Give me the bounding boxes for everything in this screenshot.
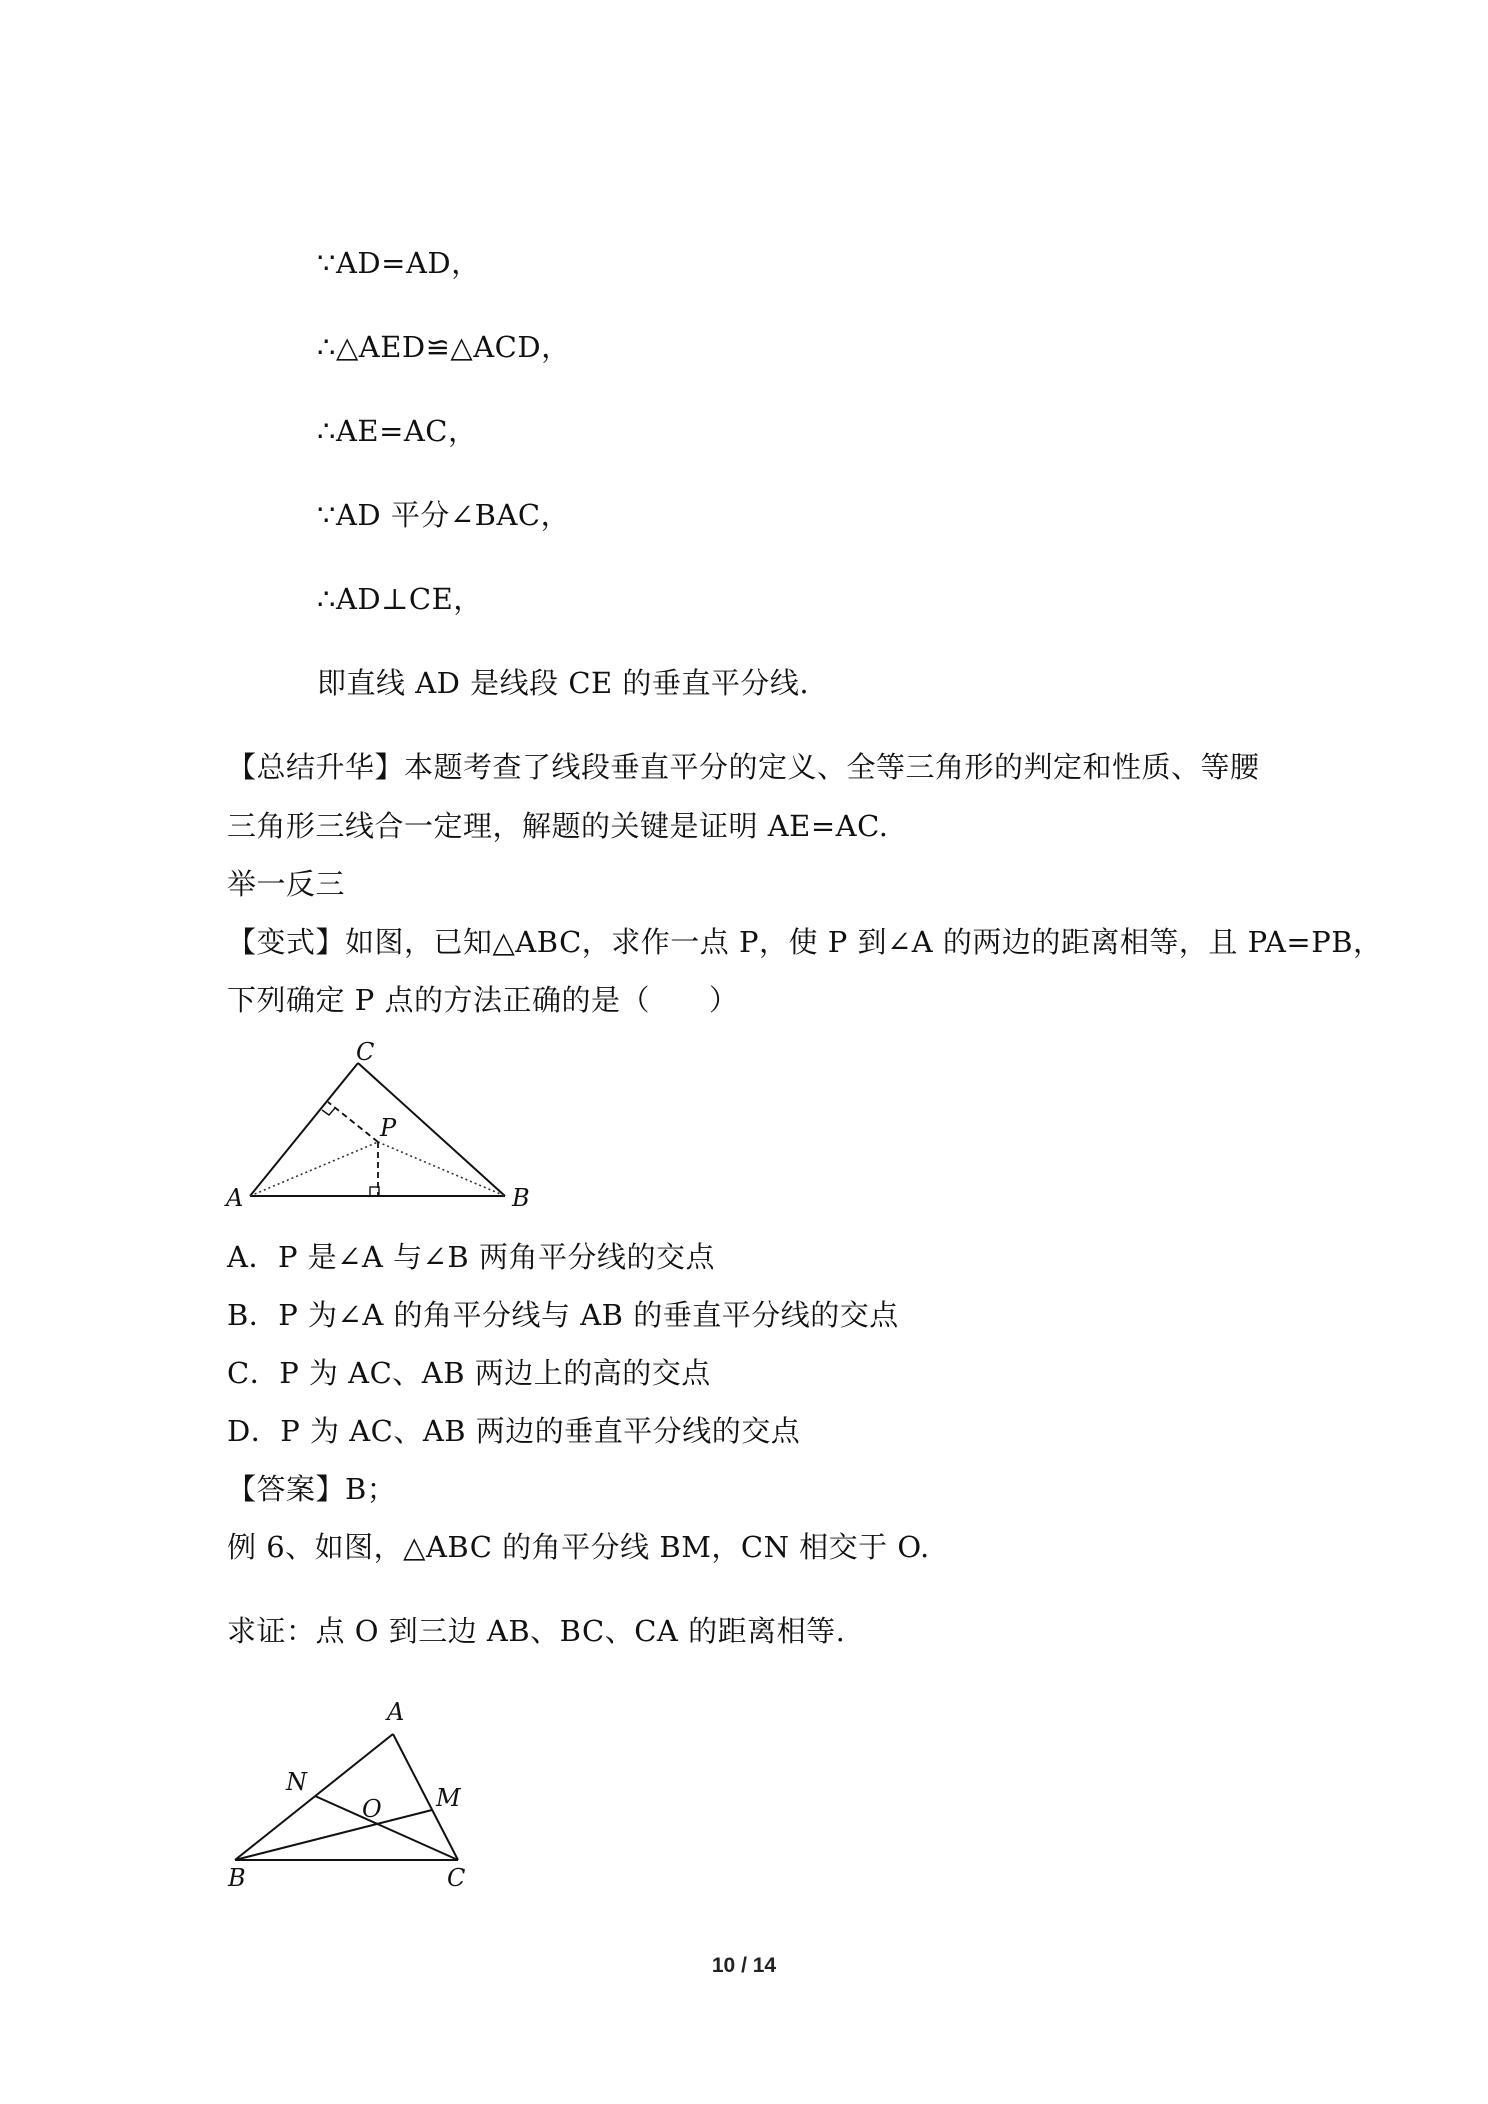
proof-conclusion: 即直线 AD 是线段 CE 的垂直平分线. — [317, 666, 810, 700]
example6-line-1: 例 6、如图，△ABC 的角平分线 BM，CN 相交于 O. — [227, 1530, 930, 1564]
triangle-figure-o — [220, 1690, 490, 1890]
option-a: A．P 是∠A 与∠B 两角平分线的交点 — [227, 1240, 715, 1274]
label-c: C — [447, 1864, 466, 1890]
option-d: D．P 为 AC、AB 两边的垂直平分线的交点 — [227, 1414, 801, 1448]
label-b: B — [512, 1184, 530, 1212]
option-b: B．P 为∠A 的角平分线与 AB 的垂直平分线的交点 — [227, 1298, 899, 1332]
label-n: N — [286, 1768, 307, 1796]
label-a: A — [387, 1698, 405, 1726]
option-c: C．P 为 AC、AB 两边上的高的交点 — [227, 1356, 711, 1390]
label-c: C — [356, 1040, 375, 1066]
segment-pa — [250, 1142, 378, 1196]
label-m: M — [436, 1784, 461, 1812]
label-b: B — [228, 1864, 246, 1890]
example6-line-2: 求证：点 O 到三边 AB、BC、CA 的距离相等. — [227, 1614, 846, 1648]
summary-line-2: 三角形三线合一定理，解题的关键是证明 AE=AC. — [227, 809, 889, 843]
proof-step-2: ∴△AED≌△ACD， — [317, 330, 571, 364]
side-ac — [250, 1063, 358, 1196]
proof-step-4: ∵AD 平分∠BAC， — [317, 498, 571, 532]
right-angle-mark-ac — [322, 1108, 335, 1115]
section-title: 举一反三 — [227, 867, 346, 901]
label-a: A — [226, 1184, 244, 1212]
proof-step-1: ∵AD=AD， — [317, 246, 481, 280]
label-p: P — [380, 1114, 397, 1142]
label-o: O — [362, 1795, 382, 1823]
proof-step-3: ∴AE=AC， — [317, 414, 478, 448]
segment-pb — [378, 1142, 505, 1196]
summary-line-1: 【总结升华】本题考查了线段垂直平分的定义、全等三角形的判定和性质、等腰 — [227, 750, 1260, 784]
answer: 【答案】B； — [227, 1472, 397, 1506]
triangle-figure-p — [220, 1040, 550, 1215]
variant-line-2: 下列确定 P 点的方法正确的是（ ） — [227, 983, 739, 1017]
perpendicular-to-ac — [328, 1102, 378, 1142]
page-number: 10 / 14 — [711, 1954, 777, 1977]
variant-line-1: 【变式】如图，已知△ABC，求作一点 P，使 P 到∠A 的两边的距离相等，且 PA=PB， — [227, 925, 1383, 959]
proof-step-5: ∴AD⊥CE， — [317, 582, 483, 616]
